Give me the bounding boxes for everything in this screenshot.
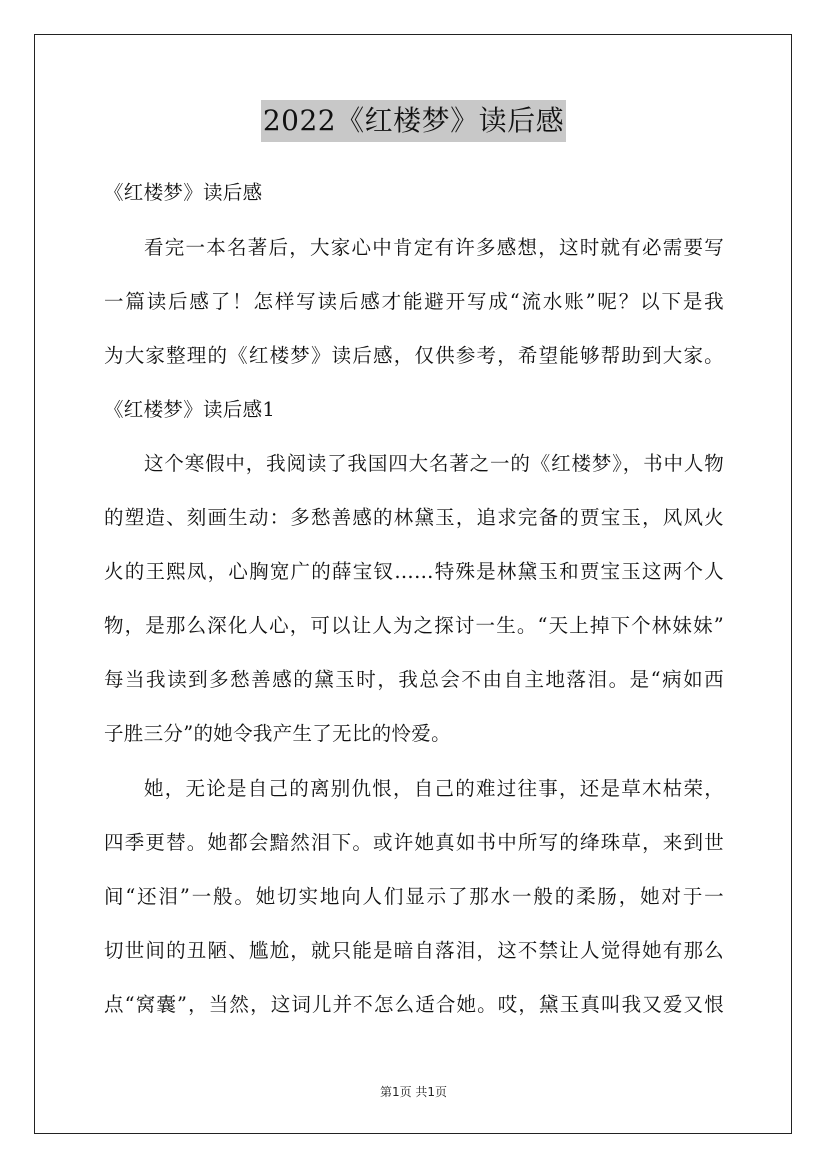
document-title: 2022《红楼梦》读后感 <box>261 100 566 142</box>
paragraph-line: 这个寒假中，我阅读了我国四大名著之一的《红楼梦》，书中人物 <box>144 452 724 475</box>
section-heading: 《红楼梦》读后感1 <box>104 398 276 421</box>
paragraph-line: 切世间的丑陋、尴尬，就只能是暗自落泪，这不禁让人觉得她有那么 <box>104 939 724 962</box>
paragraph-line: 火的王熙凤，心胸宽广的薛宝钗……特殊是林黛玉和贾宝玉这两个人 <box>104 560 724 583</box>
paragraph-line: 的塑造、刻画生动：多愁善感的林黛玉，追求完备的贾宝玉，风风火 <box>104 506 724 529</box>
paragraph-line: 看完一本名著后，大家心中肯定有许多感想，这时就有必需要写 <box>144 236 724 259</box>
paragraph-line: 间“还泪”一般。她切实地向人们显示了那水一般的柔肠，她对于一 <box>104 885 724 908</box>
paragraph-line: 一篇读后感了！怎样写读后感才能避开写成“流水账”呢？以下是我 <box>104 290 724 313</box>
paragraph-line: 物，是那么深化人心，可以让人为之探讨一生。“天上掉下个林妹妹” <box>104 614 724 637</box>
paragraph-line: 她，无论是自己的离别仇恨，自己的难过往事，还是草木枯荣， <box>144 777 724 800</box>
paragraph-line: 为大家整理的《红楼梦》读后感，仅供参考，希望能够帮助到大家。 <box>104 344 724 367</box>
section-heading: 《红楼梦》读后感 <box>104 181 263 204</box>
title-container <box>0 100 827 142</box>
paragraph-line: 四季更替。她都会黯然泪下。或许她真如书中所写的绛珠草，来到世 <box>104 831 724 854</box>
paragraph-line: 点“窝囊”，当然，这词儿并不怎么适合她。哎，黛玉真叫我又爱又恨 <box>104 993 724 1016</box>
page-number: 第1页 共1页 <box>379 1085 448 1099</box>
paragraph-line: 子胜三分”的她令我产生了无比的怜爱。 <box>104 722 451 745</box>
paragraph-line: 每当我读到多愁善感的黛玉时，我总会不由自主地落泪。是“病如西 <box>104 668 724 691</box>
